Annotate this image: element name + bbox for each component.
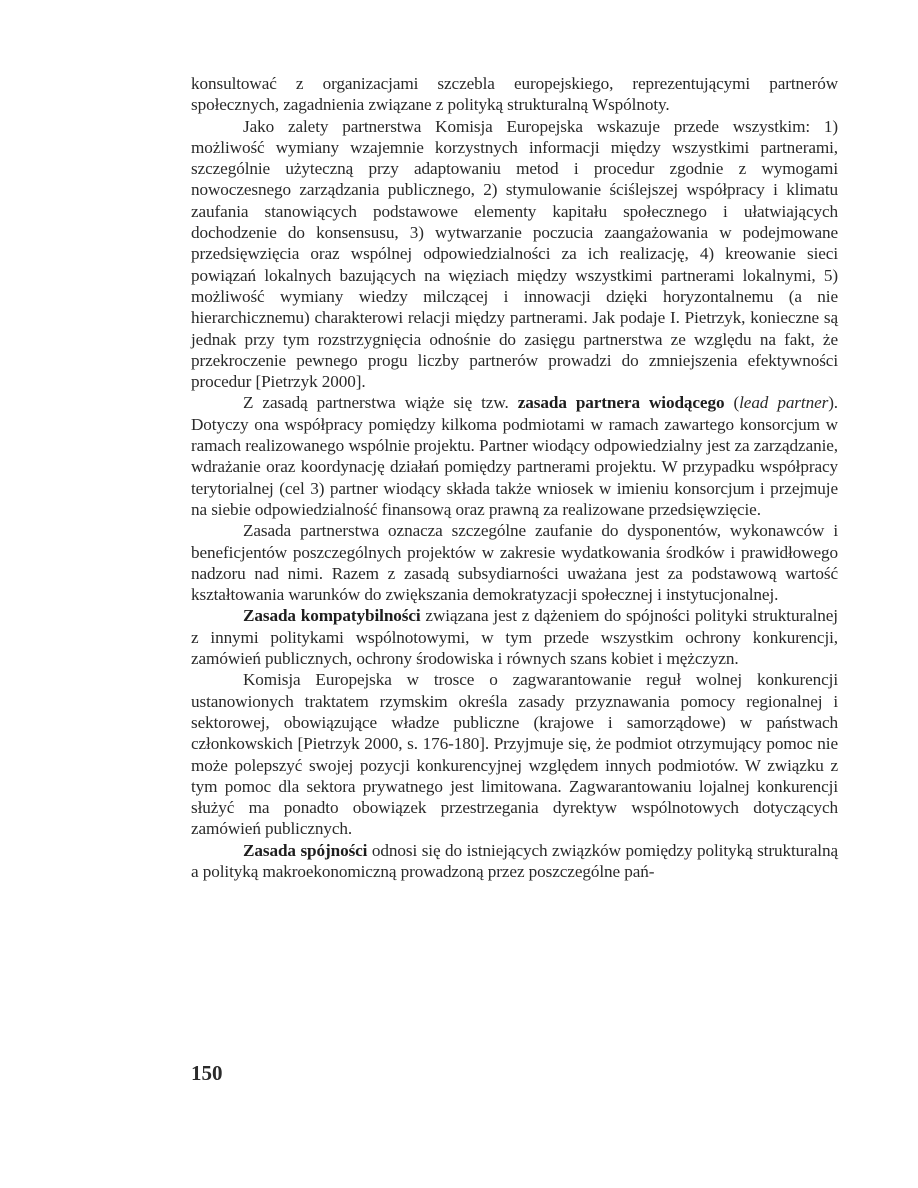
paragraph-text: Z zasadą partnerstwa wiąże się tzw. [243,393,518,413]
paragraph-3 [191,392,838,520]
paragraph-text: odnosi się do istniejących związków pomiędzy polityką strukturalną a polityką makroekonomiczną prowadzoną przez poszczególne pań- [191,840,838,881]
paragraph-1 [191,73,838,116]
paragraph-6 [191,669,838,839]
paragraph-7 [191,840,838,883]
paragraph-4 [191,520,838,605]
paragraph-text: Komisja Europejska w trosce o zagwarantowanie reguł wolnej konkurencji ustanowionych traktatem rzymskim określa zasady przyznawania pomocy regionalnej i sektorowej, obowiązujące władze publiczne (krajowe i samorządowe) w państwach członkowskich [Pietrzyk 2000, s. 176-180]. Przyjmuje się, że podmiot otrzymujący pomoc nie może polepszyć swojej pozycji konkurencyjnej względem innych podmiotów. W związku z tym pomoc dla sektora prywatnego jest limitowana. Zagwarantowaniu lojalnej konkurencji służyć ma ponadto obowiązek przestrzegania dyrektyw wspólnotowych dotyczących zamówień publicznych. [191,670,838,839]
term-cohesion-principle: Zasada spójności [243,840,368,860]
paragraph-text: konsultować z organizacjami szczebla europejskiego, reprezentującymi partnerów społecznych, zagadnienia związane z polityką strukturalną Wspólnoty. [191,74,838,115]
paragraph-2 [191,116,838,393]
page-number: 150 [191,1061,223,1085]
paragraph-text: ). Dotyczy ona współpracy pomiędzy kilkoma podmiotami w ramach zawartego konsorcjum w ramach realizowanego wspólnie projektu. Partner wiodący odpowiedzialny jest za zarządzanie, wdrażanie oraz koordynację działań pomiędzy partnerami projektu. W przypadku współpracy terytorialnej (cel 3) partner wiodący składa także wniosek w imieniu konsorcjum i przejmuje na siebie odpowiedzialność finansową oraz prawną za realizowane przedsięwzięcie. [191,393,839,519]
paragraph-5 [191,605,838,669]
paragraph-text: Zasada partnerstwa oznacza szczególne zaufanie do dysponentów, wykonawców i beneficjentów poszczególnych projektów w zakresie wydatkowania środków i prawidłowego nadzoru nad nimi. Razem z zasadą subsydiarności uważana jest za podstawową wartość kształtowania warunków do zwiększania demokratyzacji społecznej i instytucjonalnej. [191,521,838,605]
paragraph-text: Jako zalety partnerstwa Komisja Europejska wskazuje przede wszystkim: 1) możliwość wymiany wzajemnie korzystnych informacji między wszystkimi partnerami, szczególnie użyteczną przy adaptowaniu metod i procedur zgodnie z wymogami nowoczesnego zarządzania publicznego, 2) stymulowanie ściślejszej współpracy i klimatu zaufania stanowiących podstawowe elementy kapitału społecznego i ułatwiających dochodzenie do konsensusu, 3) wytwarzanie poczucia zaangażowania w podejmowane przedsięwzięcia oraz wspólnej odpowiedzialności za ich realizację, 4) kreowanie sieci powiązań lokalnych bazujących na więziach między wszystkimi partnerami lokalnymi, 5) możliwość wymiany wiedzy milczącej i innowacji dzięki horyzontalnemu (a nie hierarchicznemu) charakterowi relacji między partnerami. Jak podaje I. Pietrzyk, konieczne są jednak przy tym rozstrzygnięcia odnośnie do zasięgu partnerstwa ze względu na fakt, że przekroczenie pewnego progu liczby partnerów prowadzi do zmniejszenia efektywności procedur [Pietrzyk 2000]. [191,116,838,392]
paragraph-text: ( [724,393,740,413]
paragraph-text: związana jest z dążeniem do spójności polityki strukturalnej z innymi politykami wspólnotowymi, w tym przede wszystkim ochrony konkurencji, zamówień publicznych, ochrony środowiska i równych szans kobiet i mężczyzn. [191,606,838,669]
term-lead-partner-english: lead partner [739,393,829,413]
term-compatibility-principle: Zasada kompatybilności [243,606,421,626]
term-lead-partner-principle: zasada partnera wiodącego [517,393,725,413]
page-body [191,73,838,882]
